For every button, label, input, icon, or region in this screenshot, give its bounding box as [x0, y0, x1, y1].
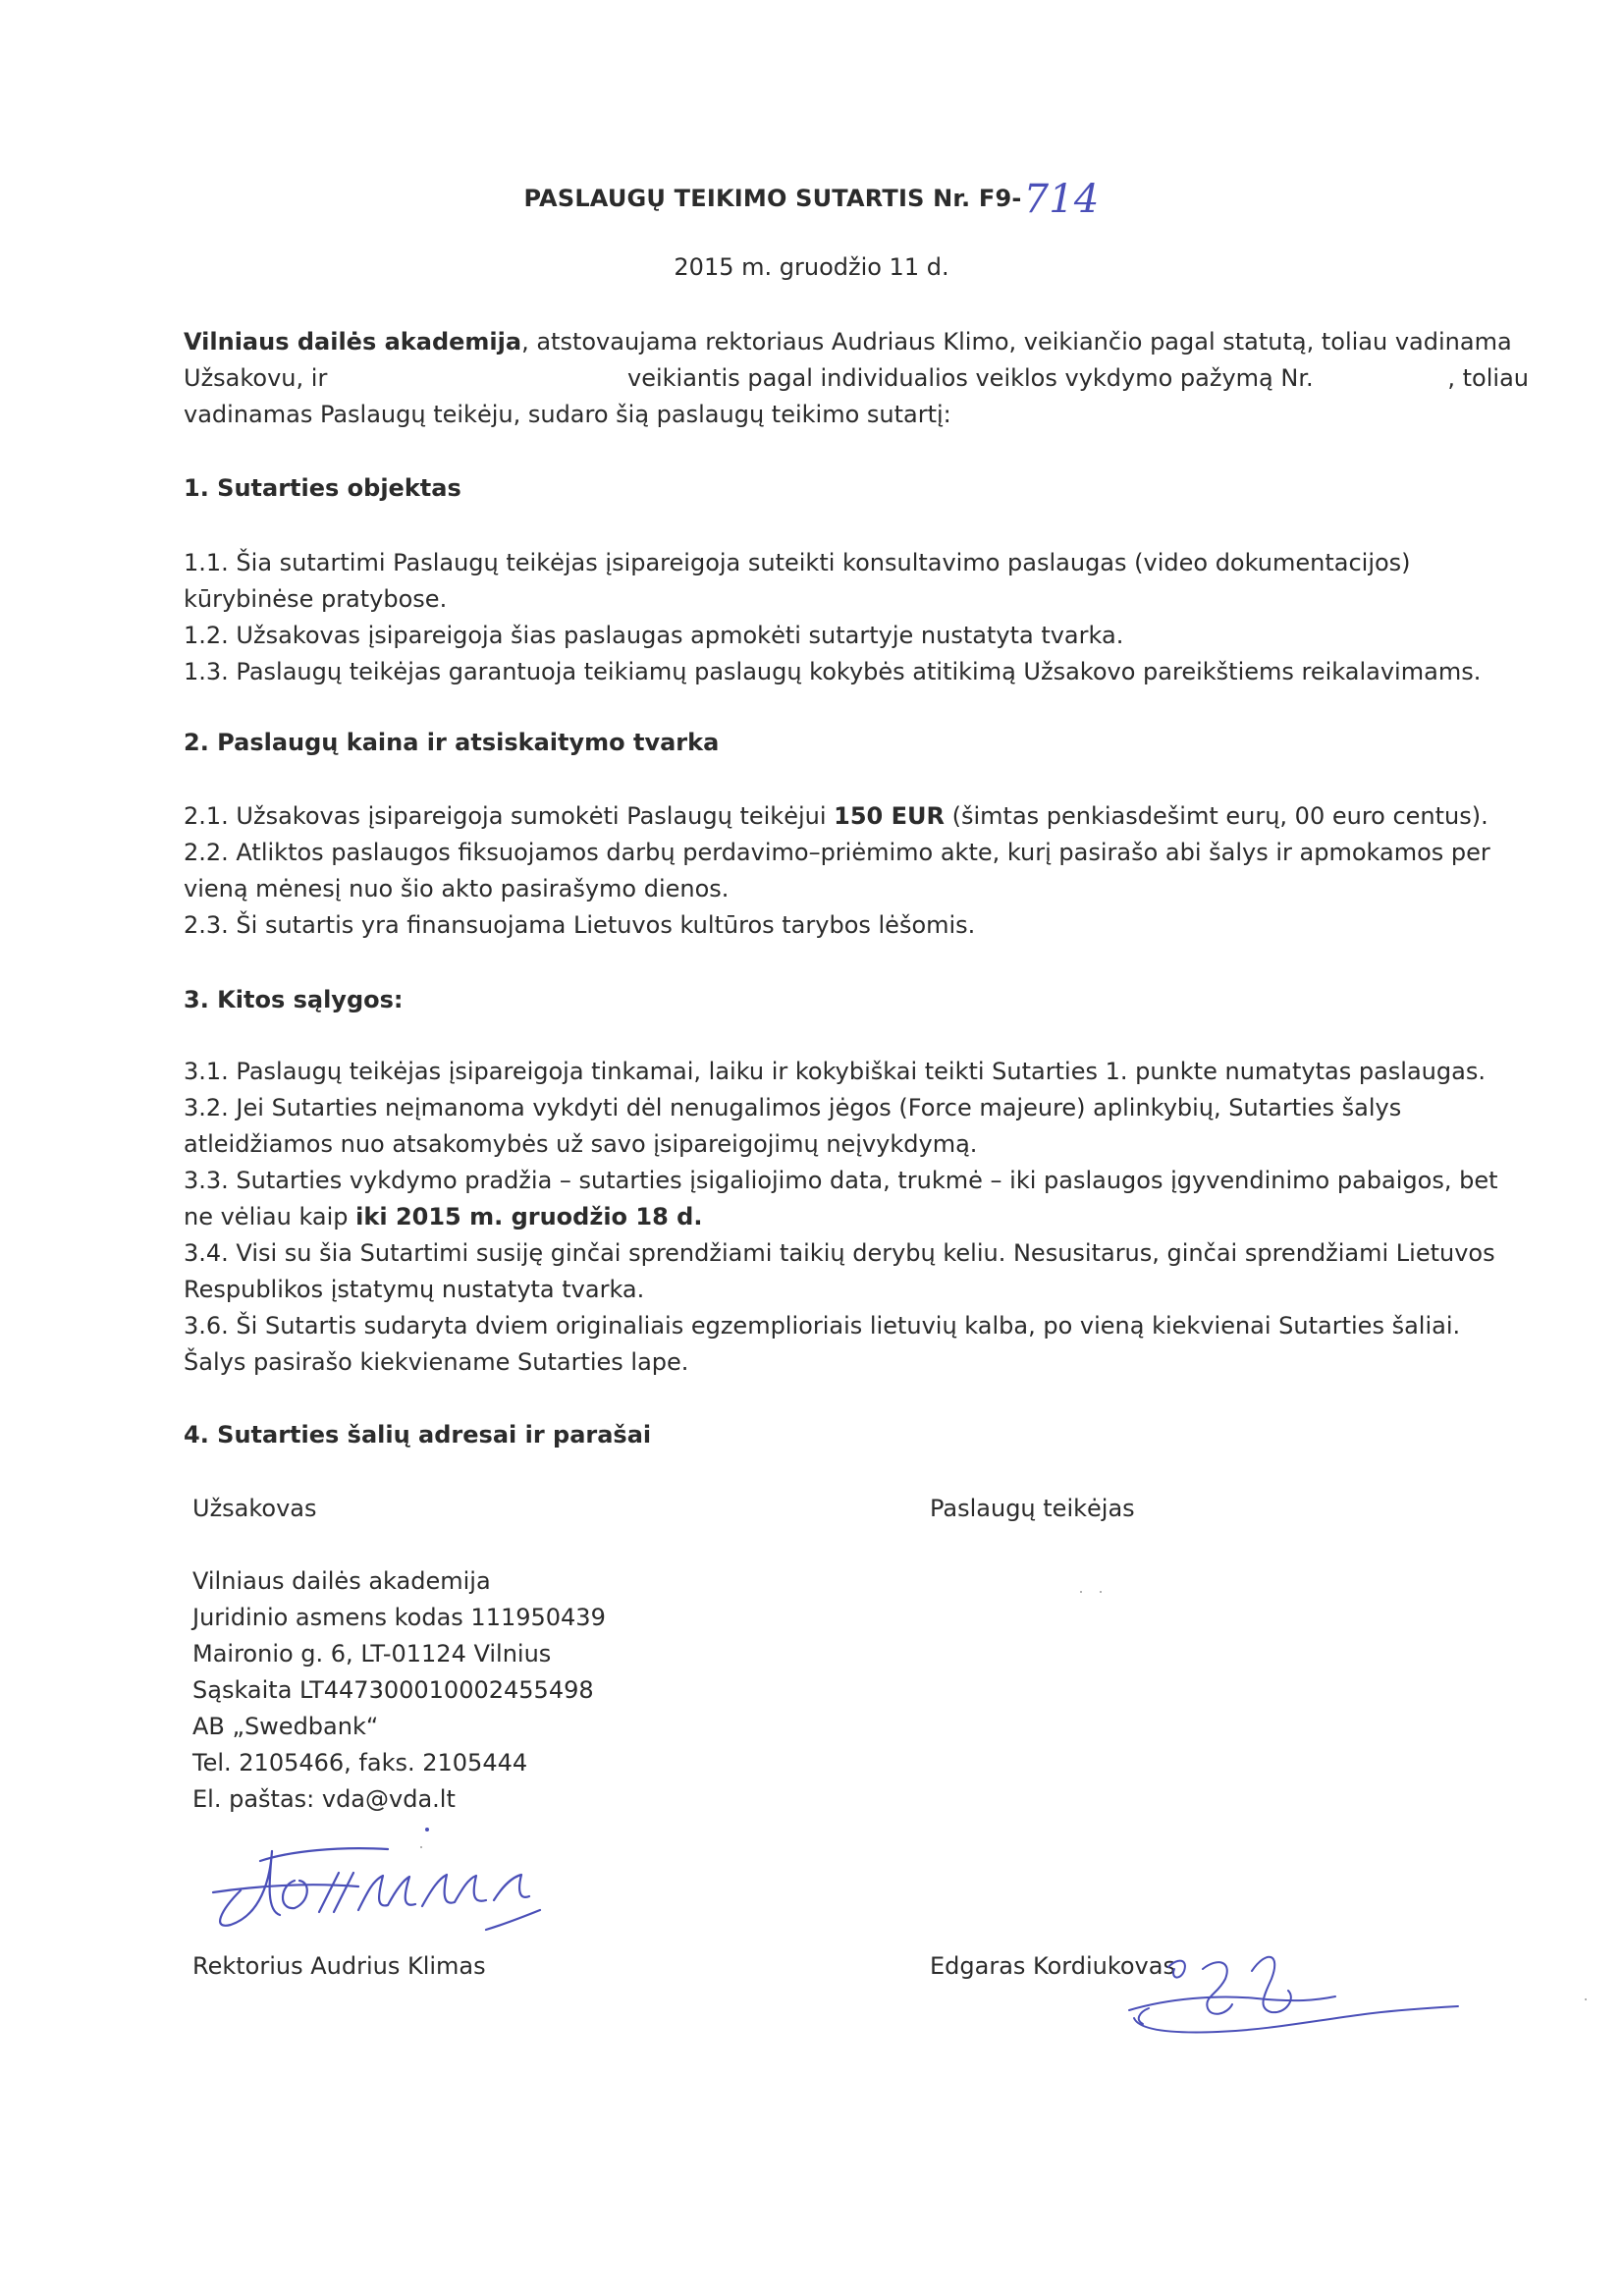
party-name: Vilniaus dailės akademija	[184, 328, 522, 355]
document-title	[0, 177, 1623, 222]
address-line: El. paštas: vda@vda.lt	[192, 1785, 456, 1813]
clause-3-2-line-2: atleidžiamos nuo atsakomybės už savo įsipareigojimų neįvykdymą.	[184, 1130, 978, 1158]
deadline-date: iki 2015 m. gruodžio 18 d.	[355, 1203, 703, 1230]
section-4-heading: 4. Sutarties šalių adresai ir parašai	[184, 1421, 652, 1449]
contract-amount: 150 EUR	[834, 802, 945, 830]
intro-line-2: Užsakovu, ir veikiantis pagal individualios veiklos vykdymo pažymą Nr. , toliau	[184, 364, 1529, 392]
provider-role: Paslaugų teikėjas	[930, 1495, 1135, 1522]
clause-3-2-line-1: 3.2. Jei Sutarties neįmanoma vykdyti dėl nenugalimos jėgos (Force majeure) aplinkybių, Sutarties šalys	[184, 1094, 1402, 1121]
section-3-body	[184, 1054, 1529, 1381]
scan-speck	[1100, 1591, 1102, 1593]
clause-1-2: 1.2. Užsakovas įsipareigoja šias paslaugas apmokėti sutartyje nustatyta tvarka.	[184, 622, 1124, 649]
address-line: Tel. 2105466, faks. 2105444	[192, 1749, 528, 1777]
clause-3-3-line-1: 3.3. Sutarties vykdymo pradžia – sutarties įsigaliojimo data, trukmė – iki paslaugos įgyvendinimo pabaigos, bet	[184, 1167, 1498, 1194]
provider-signature	[1109, 1940, 1463, 2048]
customer-signatory: Rektorius Audrius Klimas	[192, 1952, 486, 1980]
customer-address-block	[192, 1563, 606, 1818]
contract-date: 2015 m. gruodžio 11 d.	[674, 253, 949, 281]
scan-speck	[420, 1846, 422, 1848]
clause-1-1-line-1: 1.1. Šia sutartimi Paslaugų teikėjas įsipareigoja suteikti konsultavimo paslaugas (video dokumentacijos)	[184, 549, 1411, 576]
clause-1-3: 1.3. Paslaugų teikėjas garantuoja teikiamų paslaugų kokybės atitikimą Užsakovo pareikštiems reikalavimams.	[184, 658, 1482, 685]
address-line: Juridinio asmens kodas 111950439	[192, 1604, 606, 1631]
address-line: Maironio g. 6, LT-01124 Vilnius	[192, 1640, 552, 1667]
clause-3-1: 3.1. Paslaugų teikėjas įsipareigoja tinkamai, laiku ir kokybiškai teikti Sutarties 1. punkte numatytas paslaugas.	[184, 1058, 1486, 1085]
clause-3-4-line-2: Respublikos įstatymų nustatyta tvarka.	[184, 1276, 645, 1303]
address-line: Vilniaus dailės akademija	[192, 1567, 491, 1595]
section-1-body	[184, 545, 1529, 690]
address-line: Sąskaita LT447300010002455498	[192, 1676, 594, 1704]
clause-2-1: 2.1. Užsakovas įsipareigoja sumokėti Paslaugų teikėjui 150 EUR (šimtas penkiasdešimt eurų, 00 euro centus).	[184, 802, 1488, 830]
clause-3-6-line-2: Šalys pasirašo kiekviename Sutarties lape.	[184, 1348, 689, 1376]
clause-3-6-line-1: 3.6. Ši Sutartis sudaryta dviem originaliais egzemplioriais lietuvių kalba, po vieną kiekvienai Sutarties šaliai.	[184, 1312, 1461, 1339]
intro-line-1: Vilniaus dailės akademija, atstovaujama rektoriaus Audriaus Klimo, veikiančio pagal statutą, toliau vadinama	[184, 328, 1512, 355]
clause-3-3-line-2: ne vėliau kaip iki 2015 m. gruodžio 18 d.	[184, 1203, 703, 1230]
handwritten-contract-number: 714	[1023, 177, 1100, 222]
clause-2-3: 2.3. Ši sutartis yra finansuojama Lietuvos kultūros tarybos lėšomis.	[184, 911, 976, 939]
clause-2-2-line-2: vieną mėnesį nuo šio akto pasirašymo dienos.	[184, 875, 730, 902]
title-text: PASLAUGŲ TEIKIMO SUTARTIS Nr. F9-	[523, 185, 1022, 212]
clause-3-4-line-1: 3.4. Visi su šia Sutartimi susiję ginčai sprendžiami taikių derybų keliu. Nesusitarus, ginčai sprendžiami Lietuvos	[184, 1239, 1495, 1267]
provider-signatory: Edgaras Kordiukovas	[930, 1952, 1175, 1980]
section-1-heading: 1. Sutarties objektas	[184, 474, 461, 502]
customer-role: Užsakovas	[192, 1495, 317, 1522]
scan-speck	[1080, 1591, 1082, 1593]
section-2-heading: 2. Paslaugų kaina ir atsiskaitymo tvarka	[184, 729, 720, 756]
customer-signature	[201, 1822, 594, 1949]
section-2-body	[184, 798, 1529, 944]
scan-speck	[1585, 1998, 1587, 2000]
clause-2-2-line-1: 2.2. Atliktos paslaugos fiksuojamos darbų perdavimo–priėmimo akte, kurį pasirašo abi šalys ir apmokamos per	[184, 839, 1490, 866]
clause-1-1-line-2: kūrybinėse pratybose.	[184, 585, 448, 613]
address-line: AB „Swedbank“	[192, 1713, 379, 1740]
intro-line-3: vadinamas Paslaugų teikėju, sudaro šią paslaugų teikimo sutartį:	[184, 401, 951, 428]
section-3-heading: 3. Kitos sąlygos:	[184, 986, 404, 1013]
intro-paragraph	[184, 324, 1529, 433]
